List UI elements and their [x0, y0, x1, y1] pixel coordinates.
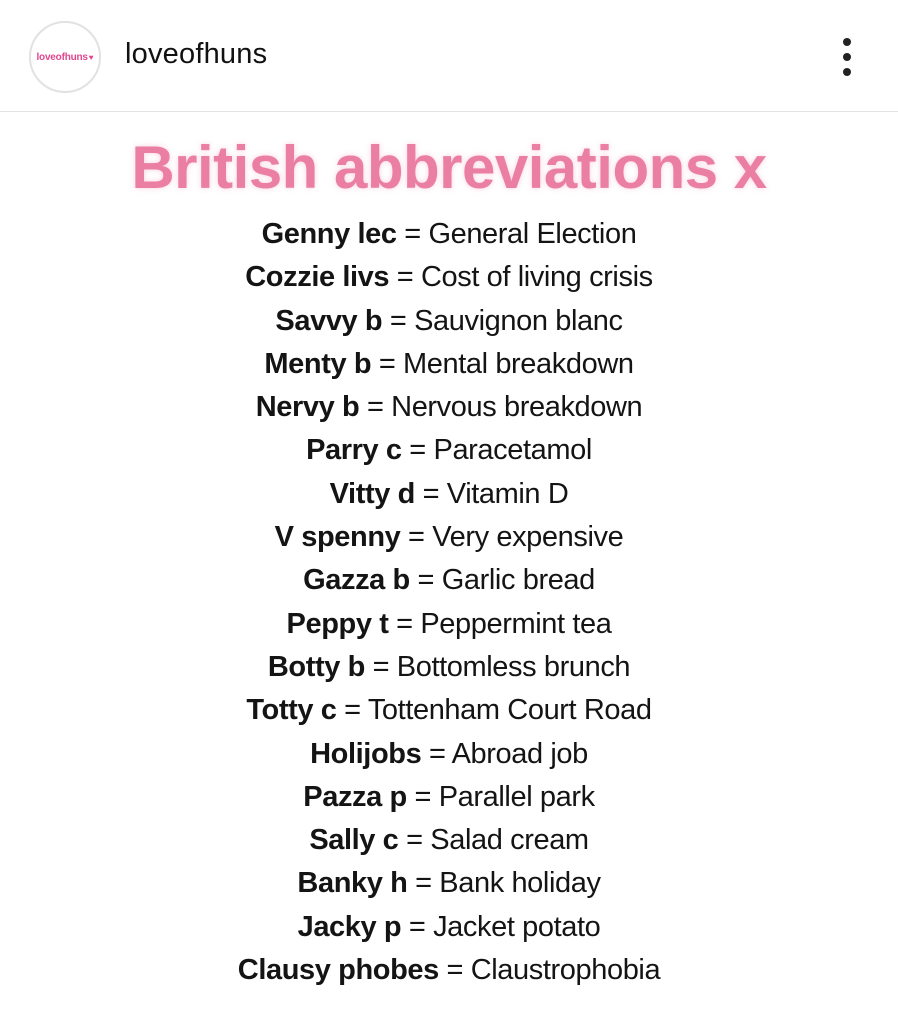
equals-sign: = — [336, 694, 368, 727]
abbreviation-meaning: Cost of living crisis — [421, 261, 653, 294]
more-vertical-icon — [843, 53, 851, 61]
abbreviation-meaning: Bottomless brunch — [396, 650, 631, 683]
abbreviation-term: Totty c — [246, 694, 337, 727]
list-item — [0, 213, 898, 256]
abbreviation-term: Peppy t — [286, 607, 389, 640]
abbreviation-term: Savvy b — [275, 304, 383, 337]
abbreviation-meaning: Sauvignon blanc — [414, 304, 623, 337]
abbreviation-meaning: Very expensive — [432, 521, 624, 554]
list-item — [0, 733, 898, 776]
heart-icon: ♥ — [88, 52, 94, 62]
abbreviation-term: Sally c — [309, 824, 399, 857]
abbreviation-term: Nervy b — [255, 391, 360, 424]
list-item — [0, 862, 898, 905]
equals-sign: = — [414, 477, 447, 510]
list-item — [0, 603, 898, 646]
list-item — [0, 689, 898, 732]
list-item — [0, 429, 898, 472]
list-item — [0, 559, 898, 602]
post-header — [0, 0, 898, 112]
abbreviation-term: Botty b — [267, 650, 365, 683]
more-vertical-icon — [843, 38, 851, 46]
post-title: British abbreviations x — [131, 134, 767, 201]
equals-sign: = — [438, 954, 471, 987]
list-item — [0, 473, 898, 516]
abbreviation-list — [0, 213, 898, 992]
abbreviation-term: Gazza b — [303, 564, 410, 597]
abbreviation-term: Vitty d — [329, 477, 415, 510]
equals-sign: = — [388, 607, 421, 640]
abbreviation-term: Jacky p — [297, 910, 402, 943]
abbreviation-meaning: Claustrophobia — [470, 954, 661, 987]
list-item — [0, 949, 898, 992]
abbreviation-meaning: Garlic bread — [441, 564, 595, 597]
abbreviation-meaning: Jacket potato — [433, 910, 601, 943]
equals-sign: = — [407, 867, 440, 900]
list-item — [0, 646, 898, 689]
abbreviation-term: Holijobs — [310, 737, 422, 770]
list-item — [0, 343, 898, 386]
equals-sign: = — [406, 780, 439, 813]
abbreviation-meaning: General Election — [428, 218, 637, 250]
equals-sign: = — [421, 737, 452, 770]
equals-sign: = — [398, 824, 431, 857]
abbreviation-meaning: Paracetamol — [433, 434, 592, 467]
abbreviation-meaning: Abroad job — [451, 737, 588, 770]
equals-sign: = — [409, 564, 442, 597]
abbreviation-term: Banky h — [297, 867, 408, 900]
equals-sign: = — [396, 218, 429, 250]
list-item — [0, 819, 898, 862]
abbreviation-term: V spenny — [274, 521, 401, 554]
abbreviation-term: Parry c — [306, 434, 402, 467]
abbreviation-meaning: Bank holiday — [439, 867, 601, 900]
abbreviation-meaning: Mental breakdown — [403, 347, 634, 380]
list-item — [0, 256, 898, 299]
abbreviation-meaning: Nervous breakdown — [391, 391, 643, 424]
avatar[interactable] — [29, 21, 101, 93]
equals-sign: = — [401, 910, 434, 943]
abbreviation-term: Menty b — [264, 347, 372, 380]
abbreviation-meaning: Salad cream — [430, 824, 589, 857]
abbreviation-meaning: Peppermint tea — [420, 607, 612, 640]
abbreviation-term: Clausy phobes — [237, 954, 439, 987]
more-vertical-icon — [843, 68, 851, 76]
equals-sign: = — [371, 347, 404, 380]
abbreviation-term: Genny lec — [261, 218, 397, 250]
equals-sign: = — [359, 391, 392, 424]
post-image[interactable] — [0, 113, 898, 1023]
abbreviation-meaning: Tottenham Court Road — [367, 694, 652, 727]
avatar-logo: loveofhuns — [36, 51, 88, 63]
list-item — [0, 386, 898, 429]
abbreviation-term: Pazza p — [303, 780, 407, 813]
equals-sign: = — [364, 650, 397, 683]
abbreviation-term: Cozzie livs — [245, 261, 390, 294]
equals-sign: = — [401, 434, 434, 467]
list-item — [0, 300, 898, 343]
list-item — [0, 906, 898, 949]
list-item — [0, 776, 898, 819]
abbreviation-meaning: Parallel park — [438, 780, 595, 813]
list-item — [0, 516, 898, 559]
equals-sign: = — [389, 261, 421, 294]
more-options-button[interactable] — [832, 34, 862, 80]
equals-sign: = — [400, 521, 433, 554]
equals-sign: = — [382, 304, 415, 337]
username[interactable]: loveofhuns — [125, 38, 268, 70]
abbreviation-meaning: Vitamin D — [446, 477, 569, 510]
